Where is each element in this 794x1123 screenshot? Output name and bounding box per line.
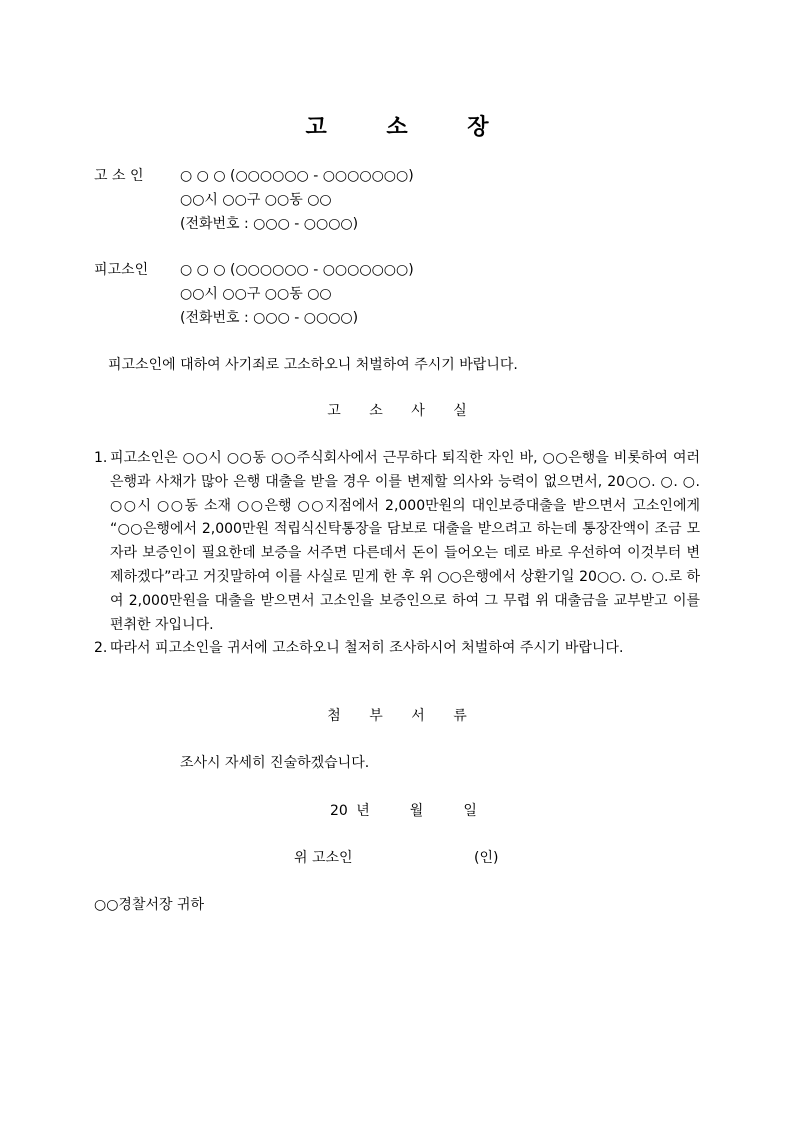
attachments-heading: 첨 부 서 류 [327,708,479,724]
date-month: 월 [409,803,424,819]
date-day: 일 [463,803,477,819]
fact-text: 피고소인은 ○○시 ○○동 ○○주식회사에서 근무하다 퇴직한 자인 바, ○○은행을 비롯하여 여러 은행과 사채가 많아 은행 대출을 받을 경우 이를 변제할 의사와 능력이 없으면서, 20○○. ○. ○. ○○시 ○○동 소재 ○○은행 ○○지점에서 2,000만원의 대인보증대출을 받으면서 고소인에게 “○○은행에서 2,000만원 적립식신탁통장을 담보로 대출을 받으려고 하는데 통장잔액이 조금 모자라 보증인이 필요한데 보증을 서주면 다른데서 돈이 들어오는 데로 바로 우선하여 이것부터 변제하겠다”라고 거짓말하여 이를 사실로 믿게 한 후 위 ○○은행에서 상환기일 20○○. ○. ○.로 하여 2,000만원을 대출을 받으면서 고소인을 보증인으로 하여 그 무렵 위 대출금을 교부받고 이를 편취한 자입니다. [110,450,700,633]
signer-line [294,846,499,870]
seal-mark: (인) [474,850,499,866]
fact-number: 2. [94,640,108,657]
facts-list [94,447,700,661]
date-line [330,799,517,823]
complainant-name-line: ○ ○ ○ (○○○○○○ - ○○○○○○○) [180,168,414,184]
fact-text: 따라서 피고소인을 귀서에 고소하오니 철저히 조사하시어 처벌하여 주시기 바랍니다. [110,640,624,657]
fact-item [94,447,700,637]
addressee: ○○경찰서장 귀하 [94,897,205,913]
attachments-text: 조사시 자세히 진술하겠습니다. [180,755,370,771]
complainant-phone-line: (전화번호 : ○○○ - ○○○○) [180,216,359,232]
signer-label: 위 고소인 [294,850,353,866]
defendant-role: 피고소인 [94,262,149,278]
fact-item [94,637,700,661]
facts-heading: 고 소 사 실 [327,403,479,419]
complaint-statement: 피고소인에 대하여 사기죄로 고소하오니 처벌하여 주시기 바랍니다. [108,357,518,373]
date-year: 20 년 [330,803,370,819]
complainant-details [180,164,414,236]
document-title: 고 소 장 [305,115,515,140]
fact-number: 1. [94,450,108,466]
complainant-address-line: ○○시 ○○구 ○○동 ○○ [180,192,332,208]
complainant-role: 고 소 인 [94,168,144,184]
defendant-name-line: ○ ○ ○ (○○○○○○ - ○○○○○○○) [180,262,414,278]
defendant-details [180,258,414,330]
defendant-phone-line: (전화번호 : ○○○ - ○○○○) [180,310,359,326]
defendant-address-line: ○○시 ○○구 ○○동 ○○ [180,286,332,302]
